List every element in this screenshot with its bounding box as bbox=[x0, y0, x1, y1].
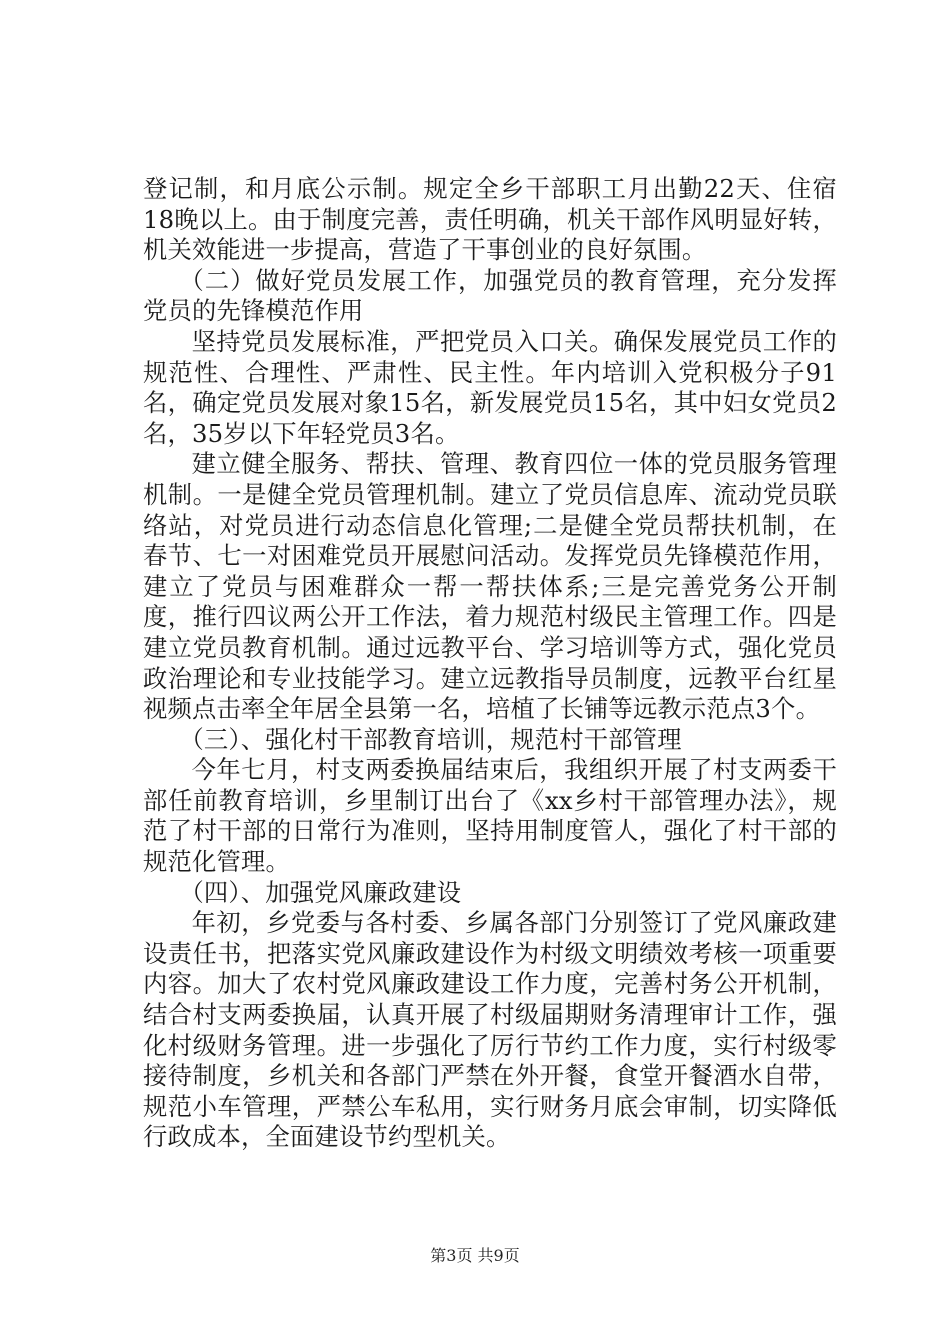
page-number-footer: 第3页 共9页 bbox=[430, 1246, 520, 1265]
paragraph-clean-governance: 年初，乡党委与各村委、乡属各部门分别签订了党风廉政建设责任书，把落实党风廉政建设作为村级文明绩效考核一项重要内容。加大了农村党风廉政建设工作力度，完善村务公开机制，结合村支两委换届，认真开展了村级届期财务清理审计工作，强化村级财务管理。进一步强化了厉行节约工作力度，实行村级零接待制度，乡机关和各部门严禁在外开餐，食堂开餐酒水自带，规范小车管理，严禁公车私用，实行财务月底会审制，切实降低行政成本，全面建设节约型机关。 bbox=[143, 908, 837, 1152]
section-heading-2: （二）做好党员发展工作，加强党员的教育管理，充分发挥党员的先锋模范作用 bbox=[143, 265, 837, 326]
section-heading-3: （三）、强化村干部教育培训，规范村干部管理 bbox=[179, 724, 682, 754]
document-body bbox=[143, 174, 837, 1153]
section-heading-4: （四）、加强党风廉政建设 bbox=[179, 877, 462, 907]
paragraph-continuation: 登记制，和月底公示制。规定全乡干部职工月出勤22天、住宿18晚以上。由于制度完善，责任明确，机关干部作风明显好转，机关效能进一步提高，营造了干事创业的良好氛围。 bbox=[143, 174, 837, 265]
paragraph-village-cadre-training: 今年七月，村支两委换届结束后，我组织开展了村支两委干部任前教育培训，乡里制订出台了《xx乡村干部管理办法》，规范了村干部的日常行为准则，坚持用制度管人，强化了村干部的规范化管理。 bbox=[143, 755, 837, 877]
paragraph-service-mechanism: 建立健全服务、帮扶、管理、教育四位一体的党员服务管理机制。一是健全党员管理机制。建立了党员信息库、流动党员联络站，对党员进行动态信息化管理;二是健全党员帮扶机制，在春节、七一对困难党员开展慰问活动。发挥党员先锋模范作用，建立了党员与困难群众一帮一帮扶体系;三是完善党务公开制度，推行四议两公开工作法，着力规范村级民主管理工作。四是建立党员教育机制。通过远教平台、学习培训等方式，强化党员政治理论和专业技能学习。建立远教指导员制度，远教平台红星视频点击率全年居全县第一名，培植了长铺等远教示范点3个。 bbox=[143, 449, 837, 724]
paragraph-party-development: 坚持党员发展标准，严把党员入口关。确保发展党员工作的规范性、合理性、严肃性、民主性。年内培训入党积极分子91名，确定党员发展对象15名，新发展党员15名，其中妇女党员2名，35岁以下年轻党员3名。 bbox=[143, 326, 837, 448]
